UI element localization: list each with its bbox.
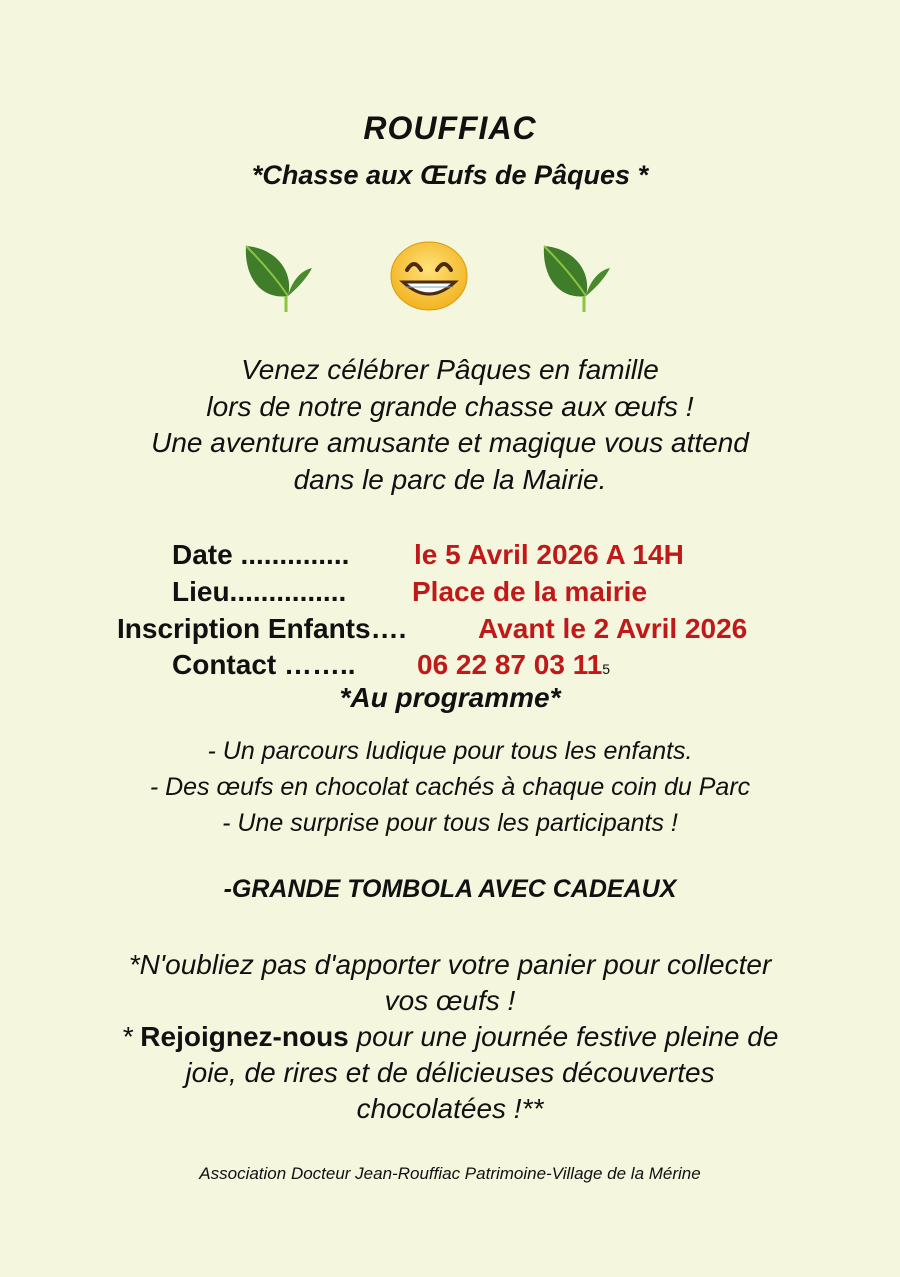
info-row-lieu bbox=[172, 576, 648, 608]
page-subtitle: *Chasse aux Œufs de Pâques * bbox=[251, 160, 649, 190]
program-list bbox=[0, 733, 900, 841]
grinning-face-icon bbox=[389, 240, 469, 312]
contact-suffix: 5 bbox=[602, 661, 611, 677]
closing-line: joie, de rires et de délicieuses découvertes bbox=[185, 1057, 715, 1088]
lieu-value: Place de la mairie bbox=[412, 576, 648, 607]
contact-label: Contact …….. bbox=[172, 649, 356, 680]
intro-line: dans le parc de la Mairie. bbox=[293, 463, 607, 495]
tombola-heading: -GRANDE TOMBOLA AVEC CADEAUX bbox=[223, 875, 677, 903]
program-title: *Au programme* bbox=[339, 682, 561, 713]
closing-line: *N'oubliez pas d'apporter votre panier pour collecter bbox=[128, 949, 772, 980]
closing-rest: pour une journée festive pleine de bbox=[348, 1021, 779, 1052]
footer-association: Association Docteur Jean-Rouffiac Patrimoine-Village de la Mérine bbox=[199, 1164, 701, 1183]
info-row-inscription bbox=[117, 613, 748, 645]
closing-line bbox=[0, 1019, 900, 1055]
date-label: Date .............. bbox=[172, 539, 350, 570]
list-item: - Une surprise pour tous les participants ! bbox=[222, 809, 678, 837]
page-title: ROUFFIAC bbox=[363, 110, 537, 146]
intro-line: Une aventure amusante et magique vous attend bbox=[151, 427, 749, 458]
info-row-contact bbox=[172, 649, 611, 681]
inscription-label: Inscription Enfants…. bbox=[117, 613, 407, 644]
closing-line: vos œufs ! bbox=[384, 985, 516, 1016]
info-row-date bbox=[172, 539, 684, 571]
leaf-icon bbox=[540, 238, 618, 318]
closing-line: chocolatées !** bbox=[356, 1093, 544, 1124]
leaf-icon bbox=[242, 238, 320, 318]
closing-text bbox=[0, 947, 900, 1127]
intro-text bbox=[0, 352, 900, 498]
closing-prefix: * bbox=[121, 1021, 141, 1052]
contact-value: 06 22 87 03 11 bbox=[417, 649, 603, 680]
list-item: - Des œufs en chocolat cachés à chaque coin du Parc bbox=[149, 773, 751, 801]
inscription-value: Avant le 2 Avril 2026 bbox=[478, 613, 748, 644]
date-value: le 5 Avril 2026 A 14H bbox=[414, 539, 684, 570]
list-item: - Un parcours ludique pour tous les enfants. bbox=[207, 737, 693, 765]
lieu-label: Lieu............... bbox=[172, 576, 347, 607]
intro-line: Venez célébrer Pâques en famille bbox=[241, 354, 659, 385]
intro-line: lors de notre grande chasse aux œufs ! bbox=[206, 390, 694, 422]
closing-bold: Rejoignez-nous bbox=[140, 1021, 349, 1052]
